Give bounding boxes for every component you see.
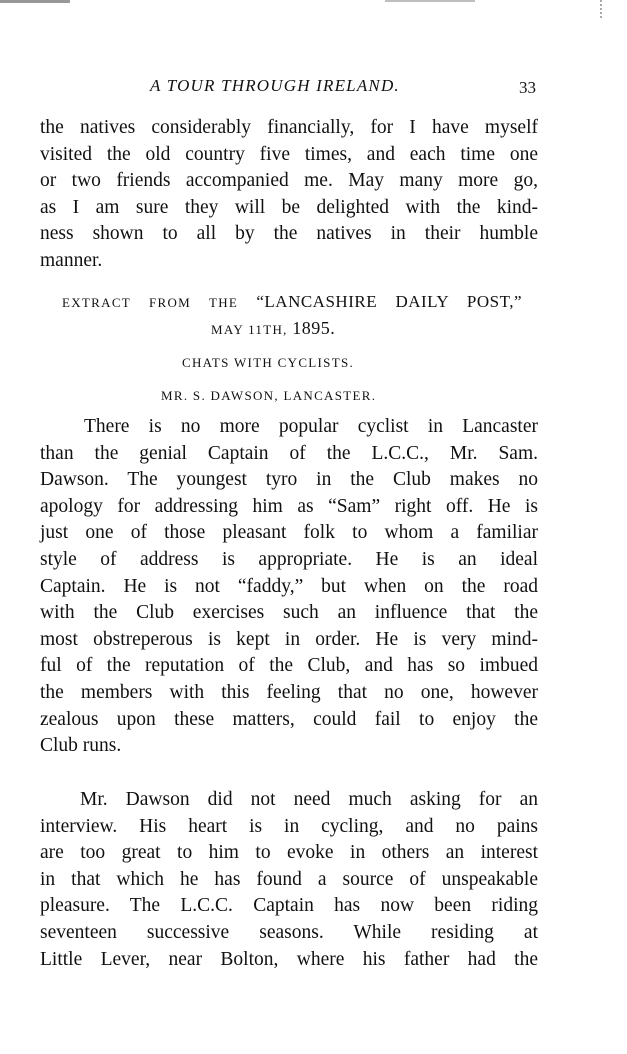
subject-heading: MR. S. DAWSON, LANCASTER. [161, 388, 377, 403]
text-line: Little Lever, near Bolton, where his father had the [40, 948, 538, 970]
text-line: There is no more popular cyclist in Lancaster [84, 416, 538, 437]
extract-newspaper: “LANCASHIRE DAILY POST,” [256, 292, 522, 311]
paragraph [40, 787, 538, 973]
page-number: 33 [519, 78, 536, 97]
scan-edge-mark [0, 0, 70, 3]
text-line: style of address is appropriate. He is an ideal [40, 548, 538, 570]
text-line: in that which he has found a source of unspeakable [40, 868, 538, 890]
extract-date [211, 318, 335, 339]
extract-source-heading [62, 292, 522, 312]
extract-day: MAY 11TH, [211, 322, 288, 337]
paragraph [40, 414, 538, 760]
scan-edge-mark [385, 0, 475, 2]
text-line: pleasure. The L.C.C. Captain has now been riding [40, 895, 538, 917]
text-line: with the Club exercises such an influence that the [40, 602, 538, 624]
text-line: are too great to him to evoke in others an interest [40, 842, 538, 864]
text-line: than the genial Captain of the L.C.C., Mr. Sam. [40, 442, 538, 464]
text-line: ful of the reputation of the Club, and has so imbued [40, 655, 538, 677]
text-line: ness shown to all by the natives in their humble [40, 223, 538, 245]
text-line: manner. [40, 249, 103, 271]
scan-edge-mark [600, 0, 627, 18]
text-line: interview. His heart is in cycling, and no pains [40, 815, 538, 837]
extract-prefix: EXTRACT FROM THE [62, 295, 239, 310]
text-line: apology for addressing him as “Sam” right off. He is [40, 495, 538, 517]
text-line: Dawson. The youngest tyro in the Club makes no [40, 469, 538, 491]
text-line: seventeen successive seasons. While residing at [40, 921, 538, 943]
text-line: just one of those pleasant folk to whom a familiar [40, 522, 538, 544]
text-line: or two friends accompanied me. May many more go, [40, 170, 538, 192]
text-line: visited the old country five times, and each time one [40, 143, 538, 165]
text-line: Captain. He is not “faddy,” but when on the road [40, 575, 538, 597]
text-line: the members with this feeling that no one, however [40, 681, 538, 703]
text-line: Club runs. [40, 735, 122, 757]
text-line: most obstreperous is kept in order. He is very mind- [40, 628, 538, 650]
text-line: the natives considerably financially, for I have myself [40, 117, 538, 138]
paragraph-continued [40, 115, 538, 275]
text-line: Mr. Dawson did not need much asking for an [80, 789, 538, 810]
text-line: zealous upon these matters, could fail to enjoy the [40, 708, 538, 730]
running-title: A TOUR THROUGH IRELAND. [150, 76, 400, 95]
section-heading: CHATS WITH CYCLISTS. [182, 355, 355, 370]
extract-year: 1895. [292, 318, 336, 338]
text-line: as I am sure they will be delighted with the kind- [40, 196, 538, 218]
